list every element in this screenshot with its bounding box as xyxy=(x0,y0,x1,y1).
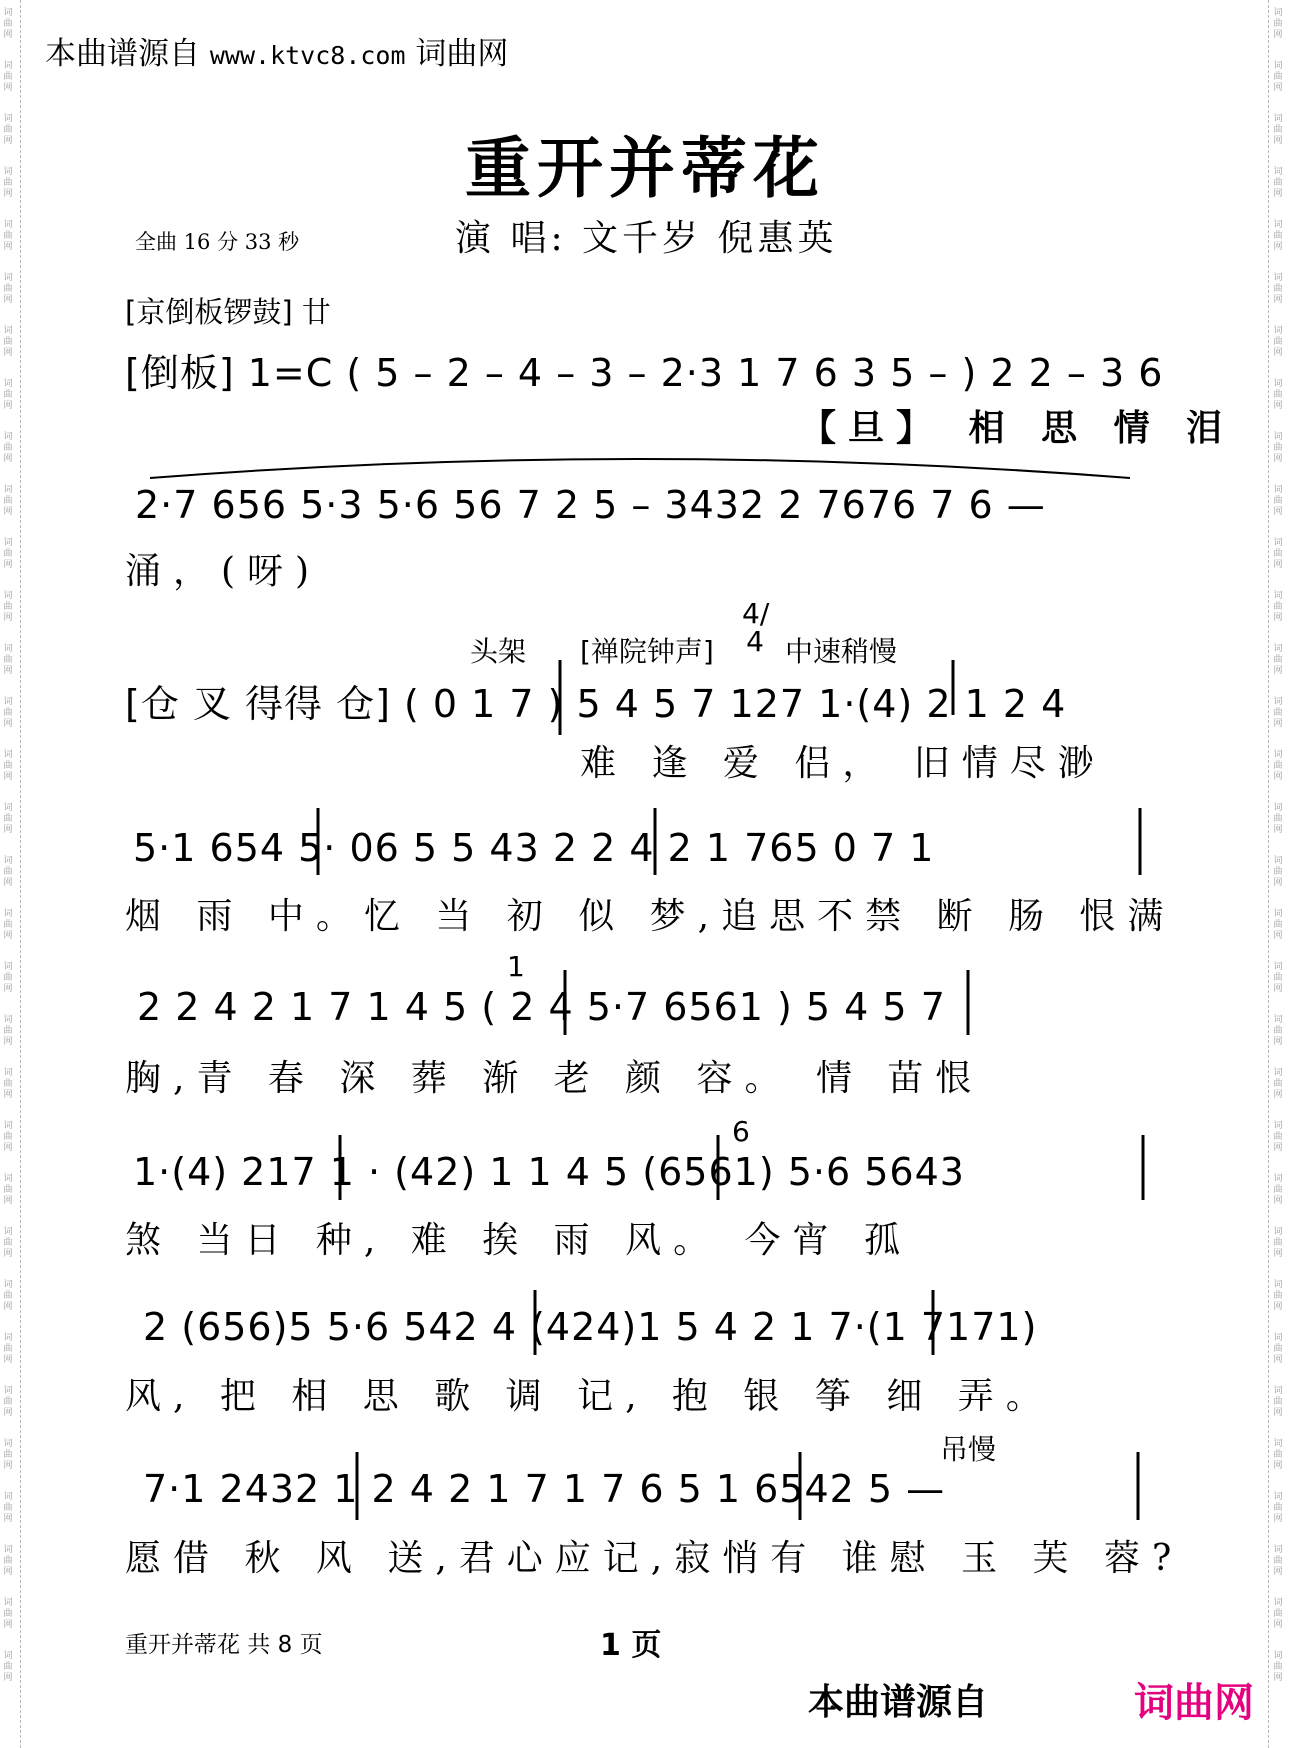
side-watermark-text: 词曲网 xyxy=(3,1121,13,1153)
side-watermark-text: 词曲网 xyxy=(3,697,13,729)
footer-score-info: 重开并蒂花 共 8 页 xyxy=(125,1632,323,1658)
side-watermark-text: 词曲网 xyxy=(3,1280,13,1312)
score-row-3-lyrics: 难 逢 爱 侣， 旧情尽渺 xyxy=(580,743,1106,784)
side-watermark-text: 词曲网 xyxy=(1273,273,1283,305)
side-watermark-text: 词曲网 xyxy=(1273,697,1283,729)
score-row-4-notes: 5·1 654 5· 06 5 5 43 2 2 4 2 1 765 0 7 1 xyxy=(133,826,935,870)
side-watermark-text: 词曲网 xyxy=(3,644,13,676)
side-watermark-text: 词曲网 xyxy=(3,1015,13,1047)
side-watermark-text: 词曲网 xyxy=(1273,538,1283,570)
score-row-1-lyrics: 【旦】 相 思 情 泪 xyxy=(800,407,1235,449)
side-watermark-text: 词曲网 xyxy=(1273,1121,1283,1153)
score-row-5-lyrics: 胸,青 春 深 葬 渐 老 颜 容。 情 苗恨 xyxy=(125,1058,984,1099)
side-watermark-text: 词曲网 xyxy=(3,220,13,252)
side-watermark-text: 词曲网 xyxy=(1273,1651,1283,1683)
side-watermark-text: 词曲网 xyxy=(3,750,13,782)
score-row-2-lyrics: 涌，(呀) xyxy=(125,551,322,592)
score-row-8-notes: 7·1 2432 1 2 4 2 1 7 1 7 6 5 1 6542 5 — xyxy=(143,1467,946,1511)
side-watermark-text: 词曲网 xyxy=(1273,326,1283,358)
side-watermark-text: 词曲网 xyxy=(3,61,13,93)
side-watermark-text: 词曲网 xyxy=(1273,803,1283,835)
side-watermark-text: 词曲网 xyxy=(1273,220,1283,252)
side-watermark-text: 词曲网 xyxy=(3,485,13,517)
side-watermark-text: 词曲网 xyxy=(1273,1439,1283,1471)
side-watermark-text: 词曲网 xyxy=(3,1068,13,1100)
side-watermark-text: 词曲网 xyxy=(3,538,13,570)
side-watermark-text: 词曲网 xyxy=(3,432,13,464)
score-row-7-lyrics: 风, 把 相 思 歌 调 记, 抱 银 筝 细 弄。 xyxy=(125,1376,1054,1417)
side-watermark-text: 词曲网 xyxy=(1273,856,1283,888)
side-watermark-text: 词曲网 xyxy=(1273,909,1283,941)
header-site-name: 词曲网 xyxy=(415,36,509,72)
score-row-5-notes: 2 2 4 2 1 7 1 4 5 ( 2 4 5·7 6561 ) 5 4 5 7 xyxy=(137,985,946,1029)
side-watermark-text: 词曲网 xyxy=(3,591,13,623)
side-watermark-text: 词曲网 xyxy=(3,1545,13,1577)
header-source-prefix: 本曲谱源自 xyxy=(45,36,200,72)
side-watermark-text: 词曲网 xyxy=(1273,8,1283,40)
side-watermark-text: 词曲网 xyxy=(1273,379,1283,411)
side-watermark-text: 词曲网 xyxy=(1273,1386,1283,1418)
side-watermark-text: 词曲网 xyxy=(3,1598,13,1630)
side-watermark-text: 词曲网 xyxy=(1273,1068,1283,1100)
side-watermark-text: 词曲网 xyxy=(1273,644,1283,676)
annotation-toujia: 头架 xyxy=(470,635,527,668)
side-watermark-text: 词曲网 xyxy=(1273,1545,1283,1577)
percussion-intro: [京倒板锣鼓] 廿 xyxy=(125,295,331,329)
side-watermark-text: 词曲网 xyxy=(1273,1280,1283,1312)
footer-brand-prefix: 本曲谱源自 xyxy=(808,1682,989,1723)
footer-brand-name: 词曲网 xyxy=(1134,1680,1254,1726)
side-watermark-text: 词曲网 xyxy=(3,114,13,146)
side-watermark-text: 词曲网 xyxy=(3,1492,13,1524)
side-watermark-text: 词曲网 xyxy=(1273,1227,1283,1259)
side-watermark-text: 词曲网 xyxy=(3,1439,13,1471)
score-row-6-lyrics: 煞 当日 种, 难 挨 雨 风。 今宵 孤 xyxy=(125,1220,912,1261)
score-row-3-notes: [仓 叉 得得 仓] ( 0 1 7 ) 5 4 5 7 127 1·(4) 2 1 2 4 xyxy=(125,682,1067,726)
side-watermark-text: 词曲网 xyxy=(1273,1492,1283,1524)
grace-note-6: 6 xyxy=(732,1115,750,1148)
side-watermark-text: 词曲网 xyxy=(1273,167,1283,199)
side-watermark-text: 词曲网 xyxy=(3,856,13,888)
score-row-1-notes: [倒板] 1=C ( 5 – 2 – 4 – 3 – 2·3 1 7 6 3 5 – ) 2 2 – 3 6 xyxy=(125,351,1164,395)
side-watermark-text: 词曲网 xyxy=(1273,485,1283,517)
side-watermark-text: 词曲网 xyxy=(3,8,13,40)
side-watermark-text: 词曲网 xyxy=(1273,591,1283,623)
annotation-diaoman: 吊慢 xyxy=(940,1433,997,1466)
side-watermark-text: 词曲网 xyxy=(1273,432,1283,464)
score-row-7-notes: 2 (656)5 5·6 542 4 (424)1 5 4 2 1 7·(1 7171) xyxy=(143,1305,1038,1349)
side-watermark-text: 词曲网 xyxy=(3,379,13,411)
side-watermark-text: 词曲网 xyxy=(3,1333,13,1365)
song-duration: 全曲 16 分 33 秒 xyxy=(135,230,300,254)
side-watermark-text: 词曲网 xyxy=(3,1174,13,1206)
score-row-8-lyrics: 愿借 秋 风 送,君心应记,寂悄有 谁慰 玉 芙 蓉? xyxy=(125,1538,1184,1579)
side-watermark-text: 词曲网 xyxy=(3,273,13,305)
side-watermark-text: 词曲网 xyxy=(1273,1015,1283,1047)
side-watermark-text: 词曲网 xyxy=(3,962,13,994)
score-row-6-notes: 1·(4) 217 1 · (42) 1 1 4 5 (6561) 5·6 5643 xyxy=(133,1150,965,1194)
side-watermark-text: 词曲网 xyxy=(3,1386,13,1418)
song-singers: 演 唱: 文千岁 倪惠英 xyxy=(455,218,838,259)
long-slur xyxy=(150,459,1130,478)
side-watermark-text: 词曲网 xyxy=(3,326,13,358)
grace-note-1: 1 xyxy=(507,950,525,983)
side-watermark-text: 词曲网 xyxy=(3,1227,13,1259)
song-title: 重开并蒂花 xyxy=(465,129,825,207)
annotation-tempo: 中速稍慢 xyxy=(785,635,898,668)
side-watermark-text: 词曲网 xyxy=(3,803,13,835)
footer-page-number: 1 页 xyxy=(600,1628,662,1663)
side-watermark-text: 词曲网 xyxy=(3,1651,13,1683)
side-watermark-text: 词曲网 xyxy=(3,909,13,941)
side-watermark-text: 词曲网 xyxy=(1273,1333,1283,1365)
side-watermark-text: 词曲网 xyxy=(3,167,13,199)
annotation-chanyuan: [禅院钟声] xyxy=(580,635,714,668)
side-watermark-text: 词曲网 xyxy=(1273,61,1283,93)
score-row-2-notes: 2·7 656 5·3 5·6 56 7 2 5 – 3432 2 7676 7 6 — xyxy=(135,483,1046,527)
score-row-4-lyrics: 烟 雨 中。忆 当 初 似 梦,追思不禁 断 肠 恨满 xyxy=(125,896,1176,937)
time-signature: 4/4 xyxy=(742,597,770,658)
side-watermark-text: 词曲网 xyxy=(1273,114,1283,146)
side-watermark-text: 词曲网 xyxy=(1273,750,1283,782)
side-watermark-text: 词曲网 xyxy=(1273,962,1283,994)
side-watermark-text: 词曲网 xyxy=(1273,1174,1283,1206)
header-site-url: www.ktvc8.com xyxy=(209,41,406,70)
side-watermark-text: 词曲网 xyxy=(1273,1598,1283,1630)
